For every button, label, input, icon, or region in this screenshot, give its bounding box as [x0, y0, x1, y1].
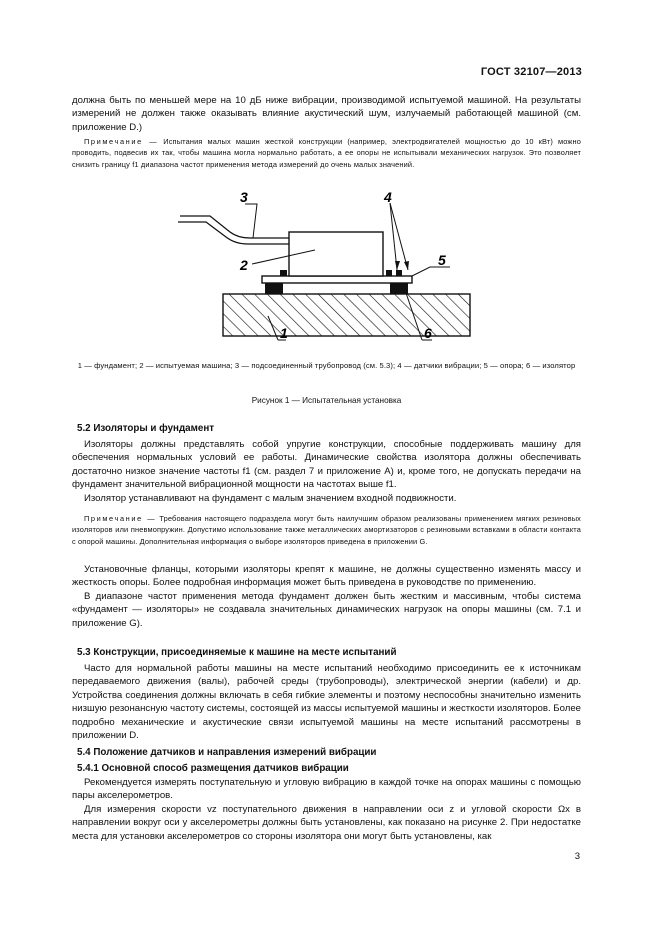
label-3: 3: [240, 190, 248, 205]
section-5-4-p2: Для измерения скорости vz поступательного движения в направлении оси z и угловой скорости Ωx в направлении вокруг оси y акселерометры должны быть установлены, как показано на рисунке 2. При недостатке места для установки акселерометров со стороны изолятора они могут быть установлены, как: [72, 803, 581, 842]
label-1: 1: [280, 325, 288, 341]
section-5-2-p4: В диапазоне частот применения метода фундамент должен быть жестким и массивным, чтобы система «фундамент — изоляторы» не создавала значительных динамических нагрузок на опоры машины (см. 7.1 и приложение G).: [72, 590, 581, 629]
sensor-right-a: [386, 270, 392, 276]
section-5-4-heading: 5.4 Положение датчиков и направления измерений вибрации: [77, 747, 377, 758]
isolator-left: [265, 283, 283, 294]
document-header: ГОСТ 32107—2013: [480, 66, 582, 78]
section-5-2-body-2: [72, 563, 581, 630]
section-5-3-heading: 5.3 Конструкции, присоединяемые к машине на месте испытаний: [77, 647, 397, 658]
section-5-2-p3: Установочные фланцы, которыми изоляторы крепят к машине, не должны существенно изменять массу и жесткость опоры. Более подробная информация может быть приведена в руководстве по применению.: [72, 564, 581, 589]
note-1: [72, 136, 581, 170]
foundation: [223, 294, 470, 336]
pipeline: [180, 216, 289, 238]
support-plate: [262, 276, 412, 283]
note-2-text: Требования настоящего подраздела могут быть наилучшим образом реализованы применением мягких резиновых изоляторов или пневмопружин. Допустимо использование также металлических амортизаторов с резиновыми вставками в области контакта с опорой машины. Дополнительная информация о выборе изоляторов приведена в приложении G.: [72, 514, 582, 546]
section-5-2-p2: Изолятор устанавливают на фундамент с малым значением входной подвижности.: [84, 492, 457, 504]
note-2-label: Примечание —: [84, 514, 157, 523]
intro-paragraph: должна быть по меньшей мере на 10 дБ ниже вибрации, производимой испытуемой машиной. На результаты измерений не должен также оказывать влияние акустический шум, излучаемый работающей машиной (см. приложение D.): [72, 95, 581, 133]
section-5-2-p1: Изоляторы должны представлять собой упругие конструкции, способные поддерживать машину для обеспечения нормальных условий ее работы. Динамические свойства изолятора должны обеспечивать достаточно низкое значение частоты f1 (см. раздел 7 и приложение А) и, кроме того, не допускать передачи на фундамент значительной вибрационной мощности на частотах выше f1.: [72, 439, 581, 491]
label-2: 2: [240, 257, 248, 273]
section-5-3-body: [72, 662, 581, 742]
section-5-4-body: [72, 776, 581, 843]
section-5-2-body: [72, 438, 581, 505]
label-5: 5: [438, 252, 446, 268]
figure-legend: 1 — фундамент; 2 — испытуемая машина; 3 — подсоединенный трубопровод (см. 5.3); 4 — датчики вибрации; 5 — опора; 6 — изолятор: [77, 361, 576, 370]
sensor-left: [280, 270, 287, 276]
note-2: [72, 513, 581, 547]
section-5-3-p1: Часто для нормальной работы машины на месте испытаний необходимо присоединить ее к источникам передаваемого движения (валы), рабочей среды (трубопроводы), электрической энергии (кабели) и др. Устройства соединения должны включать в себя гибкие элементы и поэтому неспособны значительно изменить низшую резонансную частоту системы, состоящей из массы испытуемой машины и жесткости изоляторов. Более подробно механические и акустические связи испытуемой машины на месте испытаний рассмотрены в приложении D.: [72, 663, 581, 742]
section-5-4-p1: Рекомендуется измерять поступательную и угловую вибрацию в каждой точке на опорах машины с помощью пары акселерометров.: [72, 777, 581, 802]
label-6: 6: [424, 325, 432, 341]
note-1-text: Испытания малых машин жесткой конструкции (например, электродвигателей мощностью до 10 кВт) можно проводить, подвесив их так, чтобы машина могла нормально работать, а ее опоры не испытывали механических нагрузок. Это позволяет снизить границу f1 диапазона частот применения метода измерений до очень малых значений.: [72, 137, 581, 169]
section-5-4-1-heading: 5.4.1 Основной способ размещения датчиков вибрации: [77, 763, 349, 774]
note-1-label: Примечание —: [84, 137, 159, 146]
label-4: 4: [384, 190, 392, 205]
test-setup-figure: [150, 190, 490, 355]
section-5-2-heading: 5.2 Изоляторы и фундамент: [77, 423, 215, 434]
page-number: 3: [574, 851, 580, 862]
test-machine: [289, 232, 383, 276]
figure-caption: Рисунок 1 — Испытательная установка: [251, 396, 402, 405]
sensor-right-b: [396, 270, 402, 276]
